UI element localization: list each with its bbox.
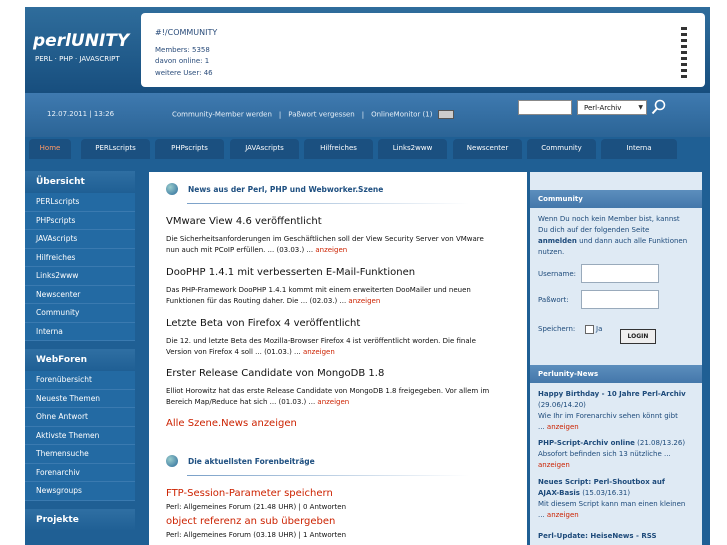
news-more-link[interactable]: anzeigen — [317, 398, 350, 406]
tab-community[interactable]: Community — [527, 139, 596, 159]
forum-post-title[interactable]: FTP-Session-Parameter speichern — [166, 488, 333, 499]
save-checkbox[interactable] — [585, 325, 594, 334]
sidebar-item-javascripts[interactable]: JAVAscripts — [25, 230, 135, 249]
tab-home[interactable]: Home — [29, 139, 71, 159]
sidebar-heading-projekte: Projekte — [25, 509, 135, 531]
main-content — [149, 172, 527, 545]
news-title[interactable]: VMware View 4.6 veröffentlicht — [166, 216, 322, 227]
sidebar-item-hilfreiches[interactable]: Hilfreiches — [25, 249, 135, 268]
sidebar-item-perlscripts[interactable]: PERLscripts — [25, 193, 135, 212]
sidebar-item-ohne-antwort[interactable]: Ohne Antwort — [25, 408, 135, 427]
tab-hilfreiches[interactable]: Hilfreiches — [304, 139, 373, 159]
members-count: Members: 5358 — [155, 46, 210, 54]
sidebar-item-forenuebersicht[interactable]: Forenübersicht — [25, 371, 135, 390]
login-button[interactable]: LOGIN — [620, 329, 656, 344]
sidebar-item-neueste-themen[interactable]: Neueste Themen — [25, 390, 135, 409]
news-more-link[interactable]: anzeigen — [546, 423, 579, 431]
header — [25, 7, 710, 93]
online-monitor-link[interactable]: OnlineMonitor (1) — [371, 110, 433, 119]
sidebar-heading-overview: Übersicht — [25, 171, 135, 193]
perlunity-news-link[interactable]: Happy Birthday - 10 Jahre Perl-Archiv — [538, 390, 686, 398]
sidebar-item-aktivste-themen[interactable]: Aktivste Themen — [25, 427, 135, 446]
community-panel-title: Community — [530, 190, 702, 208]
news-title[interactable]: DooPHP 1.4.1 mit verbesserten E-Mail-Funktionen — [166, 267, 416, 278]
current-date: 12.07.2011 | 13:26 — [47, 110, 115, 118]
sidebar-heading-webforen: WebForen — [25, 349, 135, 371]
sidebar-item-themensuche[interactable]: Themensuche — [25, 445, 135, 464]
search-archive-select[interactable]: Perl-Archiv ▼ — [577, 100, 647, 115]
monitor-icon[interactable] — [438, 110, 454, 119]
tab-interna[interactable]: Interna — [601, 139, 677, 159]
news-body: Das PHP-Framework DooPHP 1.4.1 kommt mit einem erweiterten DooMailer und neuen Funktionen für das Routing daher. Die ... (02.03.) ... anzeigen — [166, 286, 471, 305]
page — [25, 7, 710, 545]
perlunity-news-link[interactable]: PHP-Script-Archiv online — [538, 439, 635, 447]
news-title[interactable]: Letzte Beta von Firefox 4 veröffentlicht — [166, 318, 361, 329]
community-title: #!/COMMUNITY — [155, 28, 218, 37]
divider — [187, 203, 469, 204]
online-count: davon online: 1 — [155, 57, 210, 65]
perlunity-news-item: PHP-Script-Archiv online (21.08/13.26) Absofort befinden sich 13 nützliche ... anzeigen — [538, 439, 686, 469]
perlunity-news-item: Neues Script: Perl-Shoutbox auf AJAX-Basis (15.03/16.31) Mit diesem Script kann man einen kleinen ... anzeigen — [538, 478, 686, 519]
sidebar-item-newsgroups[interactable]: Newsgroups — [25, 482, 135, 501]
news-more-link[interactable]: anzeigen — [538, 461, 570, 469]
tab-links2www[interactable]: Links2www — [378, 139, 447, 159]
sidebar-item-phpscripts[interactable]: PHPscripts — [25, 212, 135, 231]
main-tabs — [25, 139, 710, 159]
forum-section-header — [166, 455, 315, 467]
sidebar-item-forenarchiv[interactable]: Forenarchiv — [25, 464, 135, 483]
divider — [187, 475, 469, 476]
news-body: Die Sicherheitsanforderungen im Geschäftlichen soll der View Security Server von VMware nun auch mit PCoIP erfüllen. ... (03.03.) ... anzeigen — [166, 235, 484, 254]
news-title[interactable]: Erster Release Candidate von MongoDB 1.8 — [166, 368, 385, 379]
tab-javascripts[interactable]: JAVAscripts — [230, 139, 299, 159]
logo[interactable]: perlUNITY — [33, 31, 130, 51]
search-icon[interactable] — [651, 99, 667, 115]
community-stats-box — [141, 13, 705, 87]
all-news-link[interactable]: Alle Szene.News anzeigen — [166, 418, 297, 429]
sidebar-item-interna[interactable]: Interna — [25, 323, 135, 342]
news-more-link[interactable]: anzeigen — [348, 297, 381, 305]
perlunity-news-item: Happy Birthday - 10 Jahre Perl-Archiv (29.06/14.20) Wie Ihr im Forenarchiv sehen könnt gibt ... anzeigen — [538, 390, 686, 431]
users-count: weitere User: 46 — [155, 69, 213, 77]
perlunity-news-link[interactable]: Perl-Update: HeiseNews - RSS — [538, 532, 657, 540]
decorative-barcode — [681, 27, 687, 79]
password-label: Paßwort: — [538, 296, 569, 304]
search-input[interactable] — [518, 100, 572, 115]
tab-perlscripts[interactable]: PERLscripts — [81, 139, 150, 159]
sidebar-item-community[interactable]: Community — [25, 304, 135, 323]
right-panel — [530, 172, 702, 545]
perlunity-news-title: Perlunity-News — [530, 365, 702, 383]
password-input[interactable] — [581, 290, 659, 309]
news-more-link[interactable]: anzeigen — [315, 246, 348, 254]
sidebar-item-links2www[interactable]: Links2www — [25, 267, 135, 286]
forum-post-meta: Perl: Allgemeines Forum (03.18 UHR) | 1 Antworten — [166, 531, 347, 539]
globe-icon — [166, 455, 178, 467]
forum-section-title: Die aktuellsten Forenbeiträge — [188, 456, 315, 466]
username-label: Username: — [538, 270, 577, 278]
news-more-link[interactable]: anzeigen — [302, 348, 335, 356]
save-yes-label: Ja — [596, 325, 603, 333]
username-input[interactable] — [581, 264, 659, 283]
news-body: Elliot Horowitz hat das erste Release Candidate von MongoDB 1.8 freigegeben. Vor allem im Bereich Map/Reduce hat sich ... (01.03.) ... anzeigen — [166, 387, 490, 406]
community-panel-text: Wenn Du noch kein Member bist, kannst Du dich auf der folgenden Seite anmelden und dann auch alle Funktionen nutzen. — [538, 215, 688, 256]
member-links: Community-Member werden | Paßwort vergessen | OnlineMonitor (1) — [172, 110, 454, 119]
tagline: PERL · PHP · JAVASCRIPT — [35, 55, 120, 63]
news-section-title: News aus der Perl, PHP und Webworker.Szene — [188, 184, 384, 194]
perlunity-news-link[interactable]: Neues Script: Perl-Shoutbox auf — [538, 478, 665, 486]
news-section-header — [166, 183, 383, 195]
tab-newscenter[interactable]: Newscenter — [453, 139, 522, 159]
globe-icon — [166, 183, 178, 195]
news-more-link[interactable]: anzeigen — [546, 511, 579, 519]
forum-post-meta: Perl: Allgemeines Forum (21.48 UHR) | 0 Antworten — [166, 503, 347, 511]
register-link[interactable]: anmelden — [538, 237, 577, 245]
tab-phpscripts[interactable]: PHPscripts — [155, 139, 224, 159]
register-link[interactable]: Community-Member werden — [172, 110, 272, 119]
sidebar — [25, 171, 135, 545]
perlunity-news-item — [538, 531, 657, 542]
forum-post-title[interactable]: object referenz an sub übergeben — [166, 516, 336, 527]
sidebar-item-newscenter[interactable]: Newscenter — [25, 286, 135, 305]
forgot-password-link[interactable]: Paßwort vergessen — [288, 110, 355, 119]
save-label: Speichern: — [538, 325, 576, 333]
news-body: Die 12. und letzte Beta des Mozilla-Browser Firefox 4 ist veröffentlicht worden. Die finale Version von Firefox 4 soll ... (01.03.) ... anzeigen — [166, 337, 476, 356]
